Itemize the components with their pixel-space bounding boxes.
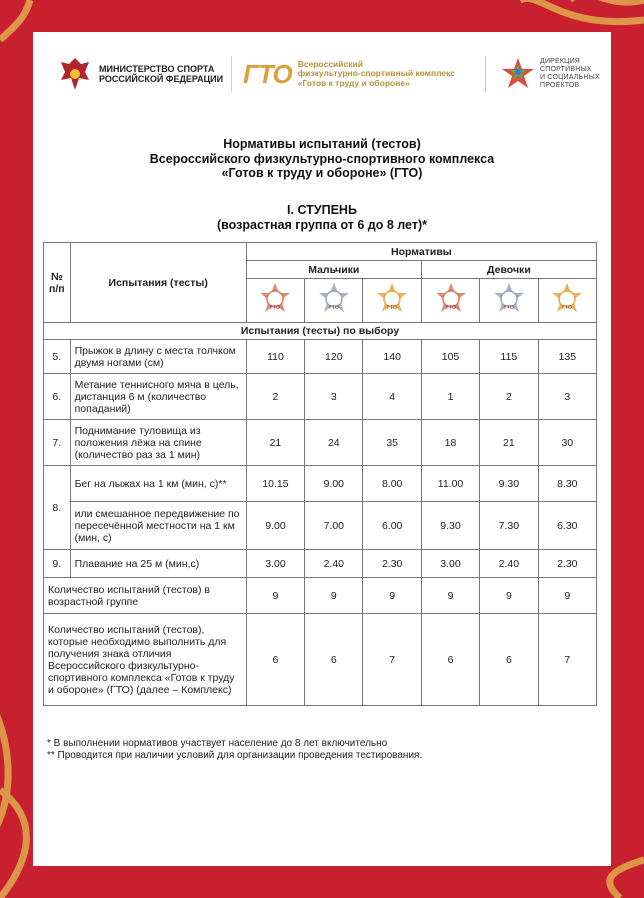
divider <box>231 56 232 92</box>
footnotes <box>47 738 607 762</box>
required-value: 6 <box>246 614 304 706</box>
required-value: 7 <box>538 614 596 706</box>
bronze-badge-icon <box>434 282 468 316</box>
norm-value: 21 <box>480 420 538 466</box>
norm-value: 2 <box>246 374 304 420</box>
row-number: 8. <box>44 466 71 550</box>
total-value: 9 <box>538 578 596 614</box>
section-header: Испытания (тесты) по выбору <box>44 323 597 340</box>
norm-value: 2.30 <box>538 550 596 578</box>
header-logos <box>33 52 611 96</box>
total-value: 9 <box>305 578 363 614</box>
document-page <box>33 32 611 866</box>
badge-cell <box>421 279 479 323</box>
norm-value: 24 <box>305 420 363 466</box>
required-value: 7 <box>363 614 421 706</box>
badge-cell <box>538 279 596 323</box>
test-name: Плавание на 25 м (мин,с) <box>70 550 246 578</box>
norm-value: 4 <box>363 374 421 420</box>
required-tests-label: Количество испытаний (тестов), которые необходимо выполнить для получения знака отличия Всероссийского физкультурно-спортивного комплекса «Готов к труду и обороне» (ГТО) (далее – Комплекс) <box>44 614 247 706</box>
total-value: 9 <box>480 578 538 614</box>
test-name: или смешанное передвижение по пересечённой местности на 1 км (мин, с) <box>70 502 246 550</box>
norm-value: 3 <box>538 374 596 420</box>
badge-cell <box>305 279 363 323</box>
footnote-1: * В выполнении нормативов участвует население до 8 лет включительно <box>47 738 388 749</box>
norm-value: 120 <box>305 340 363 374</box>
norm-value: 6.00 <box>363 502 421 550</box>
norm-value: 9.00 <box>305 466 363 502</box>
gto-logo <box>243 52 455 96</box>
norm-value: 110 <box>246 340 304 374</box>
norm-value: 2 <box>480 374 538 420</box>
direction-line4: ПРОЕКТОВ <box>540 82 580 89</box>
norm-value: 21 <box>246 420 304 466</box>
norm-value: 2.30 <box>363 550 421 578</box>
silver-badge-icon <box>492 282 526 316</box>
norm-value: 2.40 <box>480 550 538 578</box>
norm-value: 9.30 <box>421 502 479 550</box>
badge-label: ГТО <box>445 305 456 311</box>
norm-value: 8.00 <box>363 466 421 502</box>
stage-heading <box>33 203 611 232</box>
gold-badge-icon <box>375 282 409 316</box>
test-name: Поднимание туловища из положения лёжа на спине (количество раз за 1 мин) <box>70 420 246 466</box>
silver-badge-icon <box>317 282 351 316</box>
star-logo-icon <box>500 56 536 92</box>
gto-mark: ГТО <box>243 58 292 89</box>
row-number: 5. <box>44 340 71 374</box>
gto-text-line2: физкультурно-спортивный комплекс <box>297 68 455 79</box>
test-name: Метание теннисного мяча в цель, дистанция 6 м (количество попаданий) <box>70 374 246 420</box>
norm-value: 6.30 <box>538 502 596 550</box>
direction-line1: ДИРЕКЦИЯ <box>540 58 581 65</box>
title-line1: Нормативы испытаний (тестов) <box>223 137 421 151</box>
norm-value: 3.00 <box>246 550 304 578</box>
badge-label: ГТО <box>329 305 339 311</box>
gto-text-line1: Всероссийский <box>297 58 363 69</box>
norm-value: 18 <box>421 420 479 466</box>
gto-text-line3: «Готов к труду и обороне» <box>297 77 410 88</box>
ministry-name-line1: МИНИСТЕРСТВО СПОРТА <box>99 64 215 74</box>
eagle-emblem-icon <box>57 54 93 94</box>
direction-line3: И СОЦИАЛЬНЫХ <box>540 74 600 81</box>
total-value: 9 <box>421 578 479 614</box>
badge-cell <box>480 279 538 323</box>
header-num: № п/п <box>44 243 71 323</box>
badge-label: ГТО <box>562 305 572 311</box>
direction-logo <box>500 52 600 96</box>
page-title <box>33 137 611 181</box>
required-value: 6 <box>480 614 538 706</box>
header-girls: Девочки <box>421 261 596 279</box>
norm-value: 3.00 <box>421 550 479 578</box>
total-value: 9 <box>246 578 304 614</box>
footnote-2: ** Проводится при наличии условий для организации проведения тестирования. <box>47 750 423 761</box>
norm-value: 7.30 <box>480 502 538 550</box>
header-norms: Нормативы <box>246 243 596 261</box>
norm-value: 35 <box>363 420 421 466</box>
norms-table <box>43 242 597 706</box>
gold-badge-icon <box>550 282 584 316</box>
row-number: 7. <box>44 420 71 466</box>
norm-value: 105 <box>421 340 479 374</box>
norm-value: 140 <box>363 340 421 374</box>
ministry-name-line2: РОССИЙСКОЙ ФЕДЕРАЦИИ <box>99 74 224 84</box>
bronze-badge-icon <box>258 282 292 316</box>
required-value: 6 <box>305 614 363 706</box>
norm-value: 1 <box>421 374 479 420</box>
required-value: 6 <box>421 614 479 706</box>
stage-line1: I. СТУПЕНЬ <box>287 203 357 217</box>
header-test: Испытания (тесты) <box>70 243 246 323</box>
test-name: Бег на лыжах на 1 км (мин, с)** <box>70 466 246 502</box>
norm-value: 30 <box>538 420 596 466</box>
badge-cell <box>363 279 421 323</box>
norm-value: 3 <box>305 374 363 420</box>
norm-value: 135 <box>538 340 596 374</box>
divider <box>485 56 486 92</box>
test-name: Прыжок в длину с места толчком двумя ногами (см) <box>70 340 246 374</box>
norm-value: 7.00 <box>305 502 363 550</box>
total-value: 9 <box>363 578 421 614</box>
badge-label: ГТО <box>270 305 281 311</box>
row-number: 6. <box>44 374 71 420</box>
norm-value: 115 <box>480 340 538 374</box>
badge-label: ГТО <box>387 305 397 311</box>
badge-cell <box>246 279 304 323</box>
ministry-logo <box>57 52 223 96</box>
header-boys: Мальчики <box>246 261 421 279</box>
norm-value: 9.30 <box>480 466 538 502</box>
badge-label: ГТО <box>504 305 514 311</box>
title-line2: Всероссийского физкультурно-спортивного комплекса <box>149 151 495 166</box>
direction-line2: СПОРТИВНЫХ <box>540 66 592 73</box>
total-tests-label: Количество испытаний (тестов) в возрастной группе <box>44 578 247 614</box>
stage-line2: (возрастная группа от 6 до 8 лет)* <box>217 217 427 232</box>
norm-value: 8.30 <box>538 466 596 502</box>
norm-value: 2.40 <box>305 550 363 578</box>
norm-value: 10.15 <box>246 466 304 502</box>
title-line3: «Готов к труду и обороне» (ГТО) <box>221 166 423 180</box>
row-number: 9. <box>44 550 71 578</box>
norm-value: 11.00 <box>421 466 479 502</box>
norm-value: 9.00 <box>246 502 304 550</box>
